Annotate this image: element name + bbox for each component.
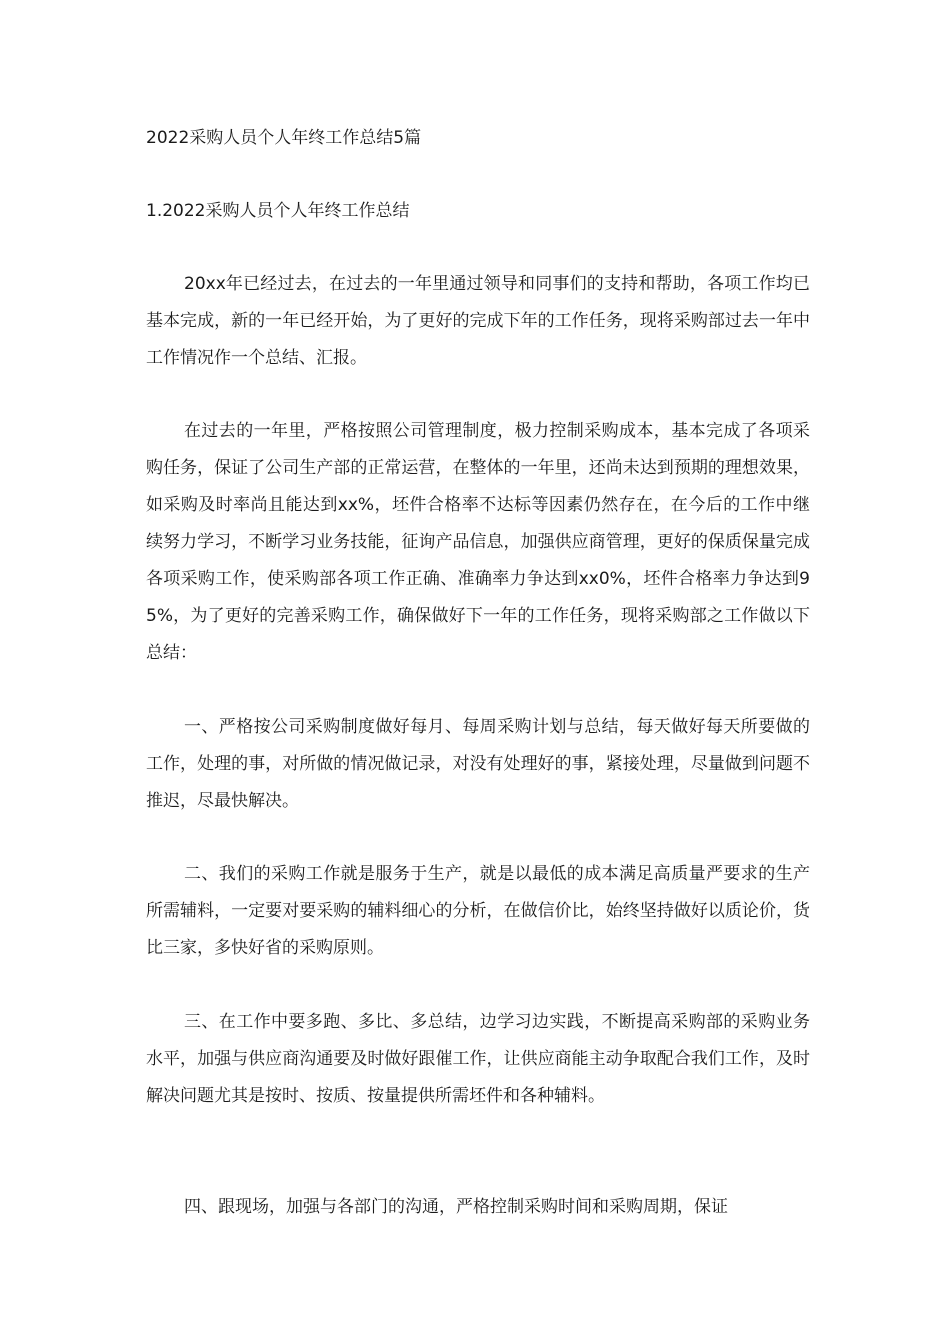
paragraph-intro: 20xx年已经过去，在过去的一年里通过领导和同事们的支持和帮助，各项工作均已基本完成，新的一年已经开始，为了更好的完成下年的工作任务，现将采购部过去一年中工作情况作一个总结、汇报。 bbox=[146, 274, 810, 368]
paragraph-overview: 在过去的一年里，严格按照公司管理制度，极力控制采购成本，基本完成了各项采购任务，保证了公司生产部的正常运营，在整体的一年里，还尚未达到预期的理想效果，如采购及时率尚且能达到xx%，坯件合格率不达标等因素仍然存在，在今后的工作中继续努力学习，不断学习业务技能，征询产品信息，加强供应商管理，更好的保质保量完成各项采购工作，使采购部各项工作正确、准确率力争达到xx0%，坯件合格率力争达到95%，为了更好的完善采购工作，确保做好下一年的工作任务，现将采购部之工作做以下总结： bbox=[146, 421, 810, 663]
paragraph-item-4: 四、跟现场，加强与各部门的沟通，严格控制采购时间和采购周期，保证 bbox=[184, 1197, 728, 1217]
document-title: 2022采购人员个人年终工作总结5篇 bbox=[146, 128, 422, 148]
section-heading: 1.2022采购人员个人年终工作总结 bbox=[146, 201, 410, 221]
paragraph-item-1: 一、严格按公司采购制度做好每月、每周采购计划与总结，每天做好每天所要做的工作，处理的事，对所做的情况做记录，对没有处理好的事，紧接处理，尽量做到问题不推迟，尽最快解决。 bbox=[146, 717, 810, 811]
paragraph-item-3: 三、在工作中要多跑、多比、多总结，边学习边实践，不断提高采购部的采购业务水平，加强与供应商沟通要及时做好跟催工作，让供应商能主动争取配合我们工作，及时解决问题尤其是按时、按质、按量提供所需坯件和各种辅料。 bbox=[146, 1012, 810, 1106]
paragraph-item-2: 二、我们的采购工作就是服务于生产，就是以最低的成本满足高质量严要求的生产所需辅料，一定要对要采购的辅料细心的分析，在做信价比，始终坚持做好以质论价，货比三家，多快好省的采购原则。 bbox=[146, 864, 810, 958]
